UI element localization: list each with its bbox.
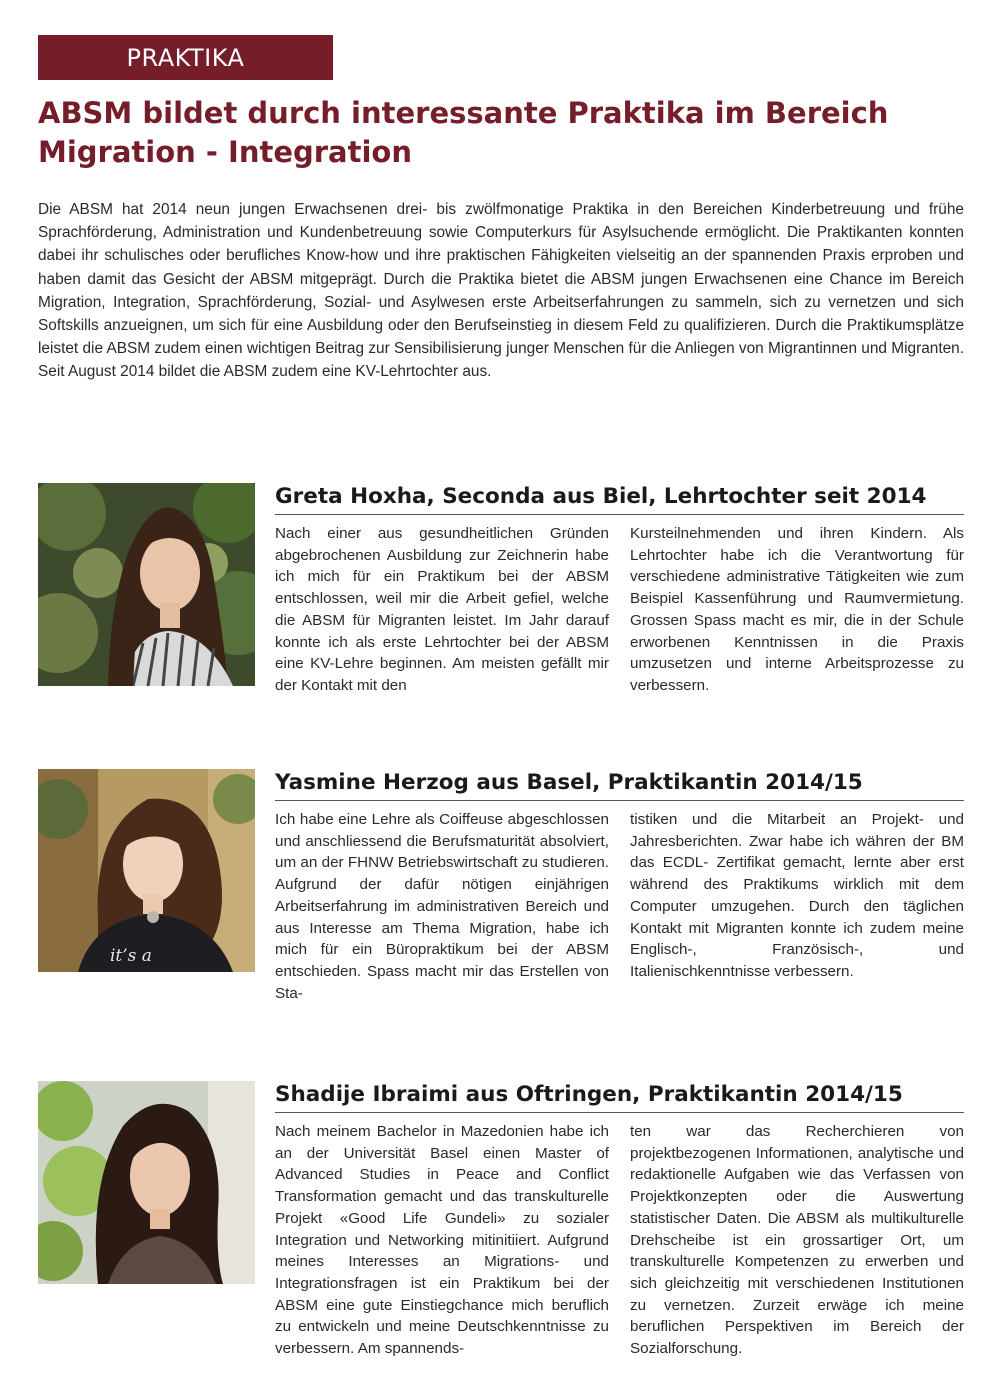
profile-text-column: Kursteilnehmenden und ihren Kindern. Als Lehrtochter habe ich die Verantwortung für verschiedene administrative Tätigkeiten wie zum Beispiel Kassenführung und Raumvermietung. Grossen Spass macht es mir, die in der Schule erworbenen Kenntnissen in die Praxis umzusetzen und interne Arbeitsprozesse zu verbessern. — [630, 525, 964, 694]
profile-text — [275, 809, 964, 1004]
profile-text-column: Ich habe eine Lehre als Coiffeuse abgeschlossen und anschliessend die Berufsmaturität absolviert, um an der FHNW Betriebswirtschaft zu studieren. Aufgrund der dafür nötigen einjährigen Arbeitserfahrung im administrativen Bereich und aus Interesse am Thema Migration, habe ich mich für ein Büropraktikum bei der ABSM entschieden. Spass macht mir das Erstellen von Sta- — [275, 811, 609, 1002]
shirt-text: it’s a — [110, 946, 152, 966]
portrait-photo-shadije — [38, 1081, 255, 1284]
profile-heading: Yasmine Herzog aus Basel, Praktikantin 2014/15 — [275, 769, 964, 801]
profile-heading: Greta Hoxha, Seconda aus Biel, Lehrtochter seit 2014 — [275, 483, 964, 515]
page-title: ABSM bildet durch interessante Praktika im Bereich Migration - Integration — [38, 96, 889, 169]
profile-text-column: Nach meinem Bachelor in Mazedonien habe ich an der Universität Basel einen Master of Advanced Studies in Peace and Conflict Transformation gemacht und das transkulturelle Projekt «Good Life Gundeli» zu sozialer Integration und Networking mitinitiiert. Aufgrund meines Interesses an Migrations- und Integrationsfragen ist ein Praktikum bei der ABSM eine gute Einstiegchance mich beruflich zu entwickeln und meine Deutschkenntnisse zu verbessern. Am spannends- — [275, 1123, 609, 1358]
portrait-photo-yasmine — [38, 769, 255, 972]
portrait-photo-greta — [38, 483, 255, 686]
profile-text-column: tistiken und die Mitarbeit an Projekt- und Jahresberichten. Zwar habe ich währen der BM das ECDL- Zertifikat gemacht, lernte aber erst während des Praktikums wirklich mit dem Computer umzugehen. Durch den täglichen Kontakt mit Migranten konnte ich zudem meine Englisch-, Französisch-, und Italienischkenntnisse verbessern. — [630, 811, 964, 980]
profile-text-column: ten war das Recherchieren von projektbezogenen Informationen, analytische und redaktionelle Aufgaben wie das Verfassen von Projektkonzepten oder die Auswertung statistischer Daten. Die ABSM als multikulturelle Drehscheibe ist ein grossartiger Ort, um transkulturelle Kompetenzen zu erwerben und sich gleichzeitig mit verschiedenen Institutionen zu vernetzen. Zurzeit erwäge ich meine beruflichen Perspektiven im Bereich der Sozialforschung. — [630, 1123, 964, 1358]
profile-text — [275, 523, 964, 697]
intro-paragraph: Die ABSM hat 2014 neun jungen Erwachsenen drei- bis zwölfmonatige Praktika in den Bereichen Kinderbetreuung und frühe Sprachförderung, Administration und Kundenbetreuung sowie Computerkurs für Asylsuchende ermöglicht. Die Praktikanten konnten dabei ihr schulisches oder berufliches Know-how und ihre praktischen Fähigkeiten vielseitig an der spannenden Praxis erproben und haben damit das Gesicht der ABSM mitgeprägt. Durch die Praktika bietet die ABSM jungen Erwachsenen eine Chance im Bereich Migration, Integration, Sprachförderung, Sozial- und Asylwesen erste Arbeitserfahrungen zu sammeln, sich zu vernetzen und sich Softskills anzueignen, um sich für eine Ausbildung oder den Berufseinstieg in diesem Feld zu qualifizieren. Durch die Praktikumsplätze leistet die ABSM zudem einen wichtigen Beitrag zur Sensibilisierung junger Menschen für die Anliegen von Migrantinnen und Migranten. Seit August 2014 bildet die ABSM zudem eine KV-Lehrtochter aus. — [38, 201, 964, 381]
profile-text-column: Nach einer aus gesundheitlichen Gründen abgebrochenen Ausbildung zur Zeichnerin habe ich mich für ein Praktikum bei der ABSM entschlossen, weil mir die Arbeit gefiel, welche die ABSM für Migranten leistet. Im Jahr darauf konnte ich als erste Lehrtochter bei der ABSM eine KV-Lehre beginnen. Am meisten gefällt mir der Kontakt mit den — [275, 525, 609, 694]
section-label: PRAKTIKA — [38, 35, 333, 80]
profile-heading: Shadije Ibraimi aus Oftringen, Praktikantin 2014/15 — [275, 1081, 964, 1113]
profile-text — [275, 1121, 964, 1360]
